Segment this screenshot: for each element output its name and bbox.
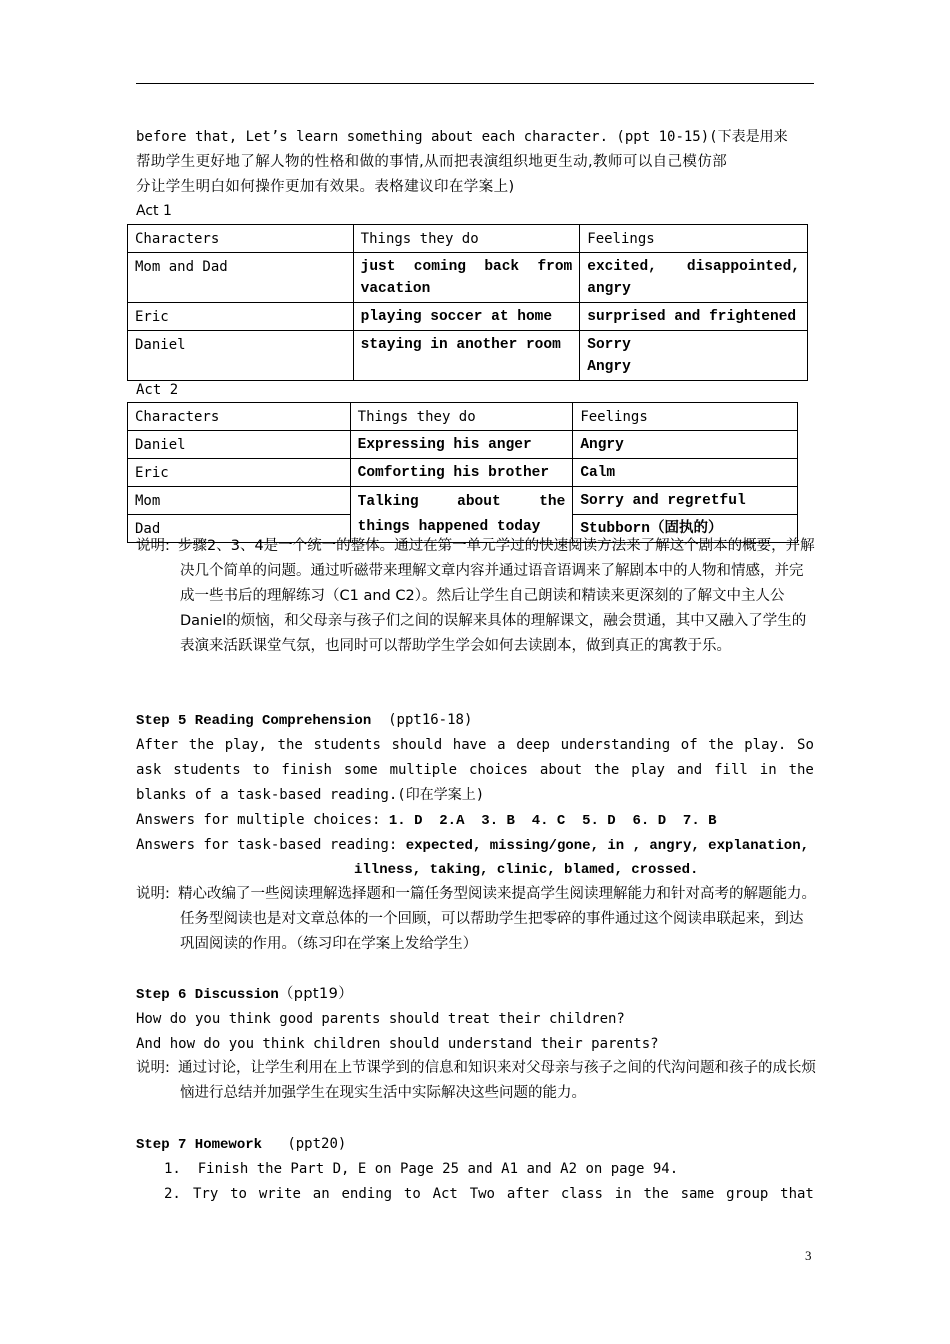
cell-feelings [580, 331, 808, 381]
header-things: Things they do [350, 403, 573, 431]
word: play [631, 762, 665, 778]
word: of [680, 737, 698, 753]
cell-feelings: surprised and frightened [580, 303, 808, 331]
word: after [506, 1186, 549, 1202]
intro-line-3: 分让学生明白如何操作更加有效果。表格建议印在学案上) [136, 179, 515, 195]
word: ending [341, 1186, 393, 1202]
table-header-row [128, 403, 798, 431]
word: multiple [389, 762, 458, 778]
homework-item-2 [193, 1184, 814, 1204]
cell-things: just coming back from vacation [353, 253, 580, 303]
step7-heading: Step 7 Homework (ppt20) [136, 1136, 347, 1153]
discussion-question-2: And how do you think children should understand their parents? [136, 1036, 659, 1052]
word: Two [469, 1186, 495, 1202]
cell-character: Daniel [128, 331, 354, 381]
word: finish [281, 762, 332, 778]
note-text: 精心改编了一些阅读理解选择题和一篇任务型阅读来提高学生阅读理解能力和针对高考的解题能力。任务型阅读也是对文章总体的一个回顾，可以帮助学生把零碎的事件通过这个阅读串联起来，到达巩固阅读的作用。（练习印在学案上发给学生） [178, 886, 816, 952]
cell-things: Talking about the things happened today [350, 487, 573, 543]
word: the [277, 737, 303, 753]
note-text: 步骤2、3、4是一个统一的整体。通过在第一单元学过的快速阅读方法来了解这个剧本的概要，并解决几个简单的问题。通过听磁带来理解文章内容并通过语音语调来了解剧本中的人物和情感，并完成一些书后的理解练习（C1 and C2）。然后让学生自己朗读和精读来更深刻的了解文中主人公Daniel的烦恼，和父母亲与孩子们之间的误解来具体的理解课文，融会贯通，其中又融入了学生的表演来活跃课堂气氛，也同时可以帮助学生学会如何去读剧本，做到真正的寓教于乐。 [178, 538, 815, 654]
word: the [788, 762, 814, 778]
table-row [128, 487, 798, 515]
note-1 [136, 534, 816, 659]
word: play, [224, 737, 267, 753]
word: that [780, 1186, 814, 1202]
word: the [708, 737, 734, 753]
word: a [497, 737, 506, 753]
feeling-sorry: Sorry [587, 337, 631, 353]
note-3 [136, 1056, 816, 1106]
header-things: Things they do [353, 225, 580, 253]
header-feelings: Feelings [580, 225, 808, 253]
header-rule [136, 83, 814, 84]
word: class [560, 1186, 603, 1202]
header-characters: Characters [128, 403, 351, 431]
table-row [128, 431, 798, 459]
note-label: 说明: [136, 538, 170, 554]
word: understanding [560, 737, 671, 753]
word: should [391, 737, 443, 753]
page-number: 3 [805, 1248, 812, 1263]
cell-things: staying in another room [353, 331, 580, 381]
word: and [676, 762, 703, 778]
cell-things: playing soccer at home [353, 303, 580, 331]
homework-item-1: 1. Finish the Part D, E on Page 25 and A1 and A2 on page 94. [164, 1161, 679, 1177]
word: Act [432, 1186, 458, 1202]
homework-item-2-num: 2. [164, 1186, 181, 1202]
cell-character: Daniel [128, 431, 351, 459]
act2-table [127, 402, 798, 543]
table-row [128, 459, 798, 487]
table-row [128, 331, 808, 381]
word: the [594, 762, 620, 778]
word: write [258, 1186, 301, 1202]
cell-things: Expressing his anger [350, 431, 573, 459]
word: the [643, 1186, 669, 1202]
word: students [173, 762, 241, 778]
table-header-row [128, 225, 808, 253]
step5-paragraph-line-3: blanks of a task-based reading.(印在学案上) [136, 787, 485, 803]
cell-feelings: Calm [573, 459, 798, 487]
feeling-angry: Angry [587, 359, 631, 375]
cell-feelings: Sorry and regretful [573, 487, 798, 515]
act2-title: Act 2 [136, 382, 179, 398]
note-label: 说明: [136, 1060, 170, 1076]
word: to [252, 762, 270, 778]
word: have [452, 737, 487, 753]
word: about [539, 762, 583, 778]
cell-character: Eric [128, 459, 351, 487]
cell-feelings: Angry [573, 431, 798, 459]
word: students [313, 737, 381, 753]
tb-answers: Answers for task-based reading: expected, missing/gone, in , angry, explanation, [136, 837, 809, 854]
word: So [797, 737, 814, 753]
word: group [726, 1186, 769, 1202]
act1-table [127, 224, 808, 381]
tb-answers-cont: illness, taking, clinic, blamed, crossed. [354, 862, 699, 878]
note-label: 说明: [136, 886, 170, 902]
note-text: 通过讨论，让学生利用在上节课学到的信息和知识来对父母亲与孩子之间的代沟问题和孩子的成长烦恼进行总结并加强学生在现实生活中实际解决这些问题的能力。 [178, 1060, 816, 1101]
cell-character: Dad [128, 515, 351, 543]
word: to [230, 1186, 247, 1202]
cell-character: Mom and Dad [128, 253, 354, 303]
cell-feelings: Stubborn（固执的） [573, 515, 798, 543]
word: choices [468, 762, 528, 778]
step5-paragraph-line-2 [136, 760, 814, 780]
cell-things: Comforting his brother [350, 459, 573, 487]
word: fill [714, 762, 748, 778]
step5-paragraph-line-1 [136, 735, 814, 755]
act1-title: Act 1 [136, 203, 172, 219]
table-row [128, 303, 808, 331]
discussion-question-1: How do you think good parents should treat their children? [136, 1011, 625, 1027]
cell-character: Eric [128, 303, 354, 331]
header-feelings: Feelings [573, 403, 798, 431]
mc-answers: Answers for multiple choices: 1. D 2.A 3. B 4. C 5. D 6. D 7. B [136, 812, 717, 829]
word: same [680, 1186, 715, 1202]
word: play. [744, 737, 787, 753]
intro-line-1: before that, Let’s learn something about each character. (ppt 10-15)(下表是用来 [136, 129, 788, 145]
word: Try [193, 1186, 219, 1202]
cell-feelings: excited, disappointed, angry [580, 253, 808, 303]
word: an [312, 1186, 330, 1202]
word: deep [516, 737, 550, 753]
step6-heading: Step 6 Discussion（ppt19） [136, 986, 354, 1003]
cell-character: Mom [128, 487, 351, 515]
word: to [403, 1186, 421, 1202]
header-characters: Characters [128, 225, 354, 253]
note-2 [136, 882, 816, 957]
word: After [136, 737, 179, 753]
word: in [614, 1186, 632, 1202]
intro-line-2: 帮助学生更好地了解人物的性格和做的事情,从而把表演组织地更生动,教师可以自己模仿部 [136, 154, 728, 170]
table-row [128, 253, 808, 303]
word: some [343, 762, 378, 778]
word: in [759, 762, 777, 778]
word: ask [136, 762, 162, 778]
step5-heading: Step 5 Reading Comprehension (ppt16-18) [136, 712, 473, 729]
word: the [188, 737, 215, 753]
